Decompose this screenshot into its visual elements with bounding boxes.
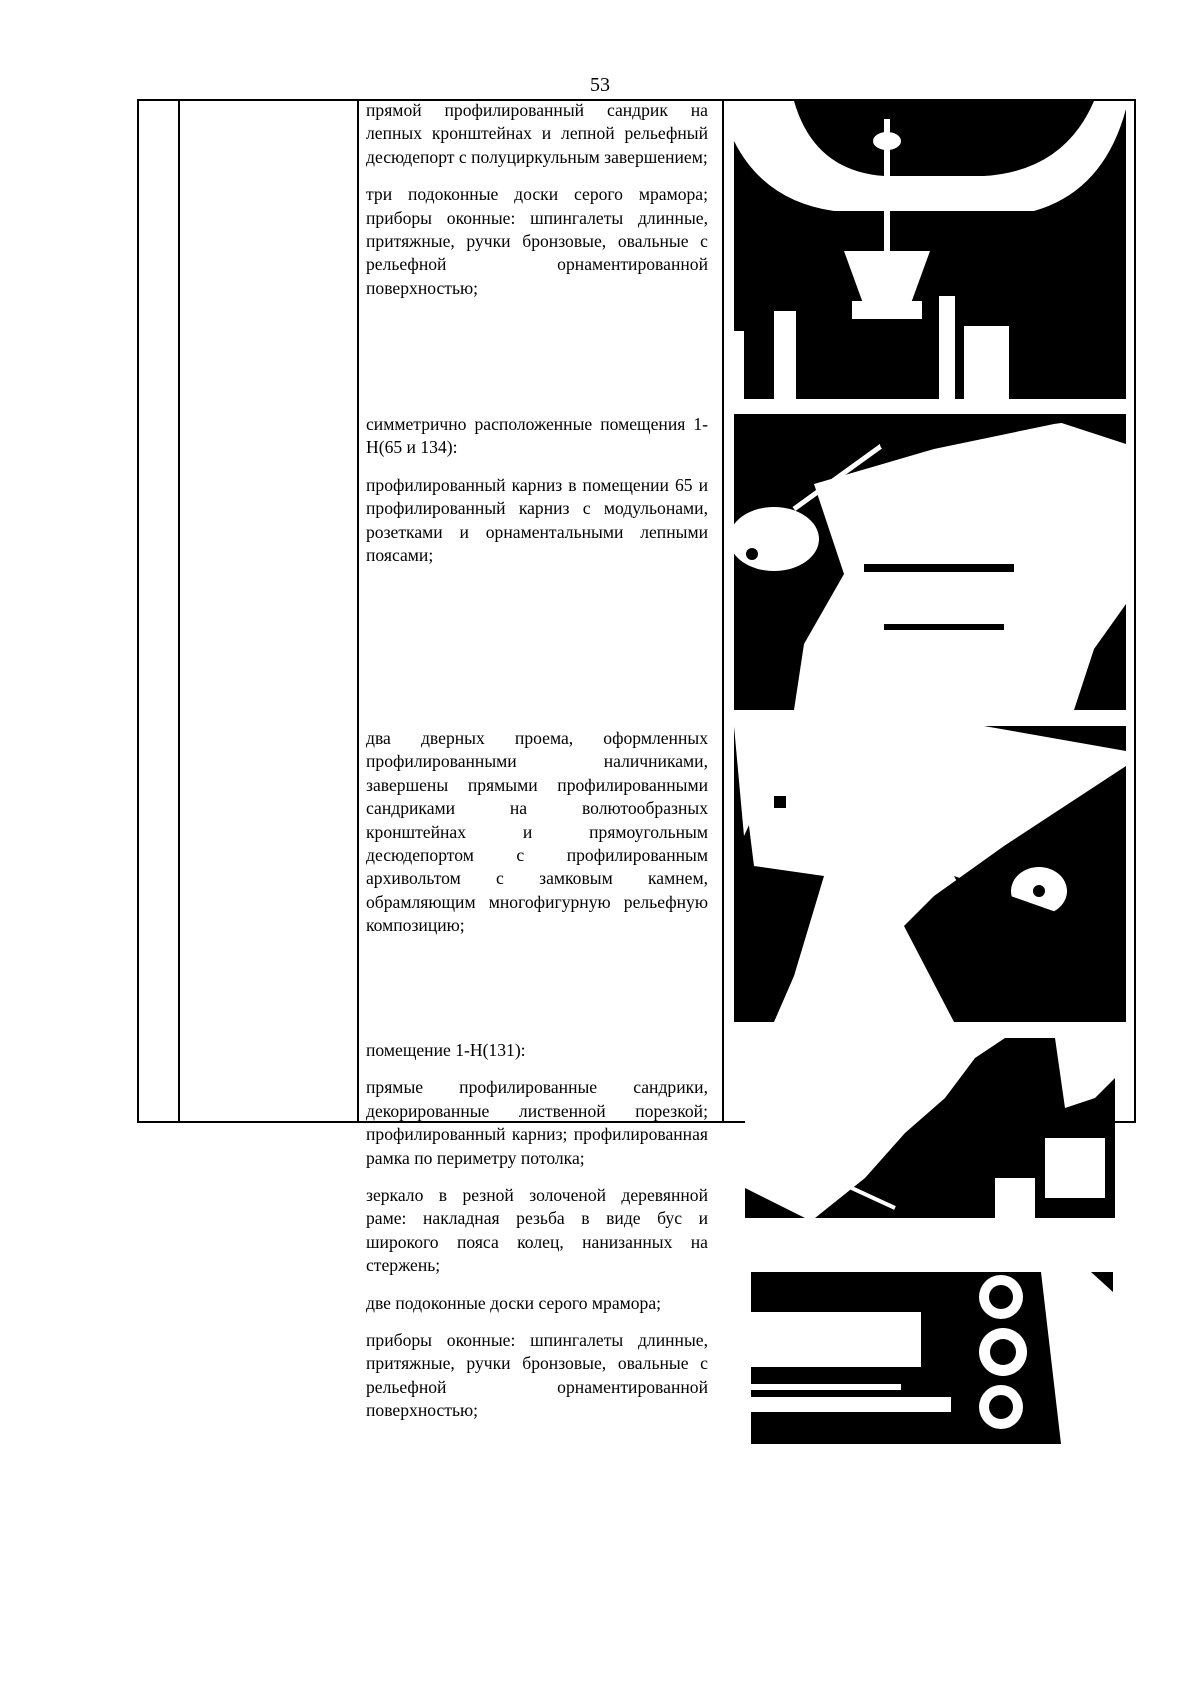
paragraph: зеркало в резной золоченой деревянной раме: накладная резьба в виде бус и широкого пояса колец, нанизанных на стержень;	[366, 1185, 708, 1276]
section-2-text	[366, 413, 708, 581]
paragraph: симметрично расположенные помещения 1-Н(65 и 134):	[366, 414, 708, 458]
photo-mirror-frame	[751, 1272, 1113, 1444]
paragraph: профилированный карниз в помещении 65 и профилированный карниз с модульонами, розетками и орнаментальными лепными поясами;	[366, 474, 708, 566]
section-1-text	[366, 99, 708, 314]
section-4-text	[366, 1039, 708, 1437]
photo-ceiling-frame	[745, 1038, 1115, 1218]
paragraph: прямой профилированный сандрик на лепных кронштейнах и лепной рельефный десюдепорт с полуциркульным завершением;	[366, 100, 708, 167]
paragraph: приборы оконные: шпингалеты длинные, притяжные, ручки бронзовые, овальные с рельефной орнаментированной поверхностью;	[366, 1330, 708, 1421]
column-divider-3	[722, 101, 724, 1121]
column-divider-1	[178, 101, 180, 1121]
paragraph: прямые профилированные сандрики, декорированные лиственной порезкой; профилированный карниз; профилированная рамка по периметру потолка;	[366, 1077, 708, 1168]
paragraph: две подоконные доски серого мрамора;	[366, 1292, 662, 1313]
page-number: 53	[590, 74, 610, 96]
photo-chandelier	[734, 101, 1126, 399]
paragraph: два дверных проема, оформленных профилированными наличниками, завершены прямыми профилированными сандриками на волютообразных кронштейнах и прямоугольным десюдепортом с профилированным архивольтом с замковым камнем, обрамляющим многофигурную рельефную композицию;	[366, 728, 708, 936]
paragraph: помещение 1-Н(131):	[366, 1040, 526, 1060]
section-3-text	[366, 727, 708, 952]
paragraph: три подоконные доски серого мрамора; приборы оконные: шпингалеты длинные, притяжные, ручки бронзовые, овальные с рельефной орнаментированной поверхностью;	[366, 184, 708, 298]
photo-ceiling-cornice	[734, 414, 1126, 710]
column-divider-2	[357, 101, 359, 1121]
photo-door-relief	[734, 726, 1126, 1022]
